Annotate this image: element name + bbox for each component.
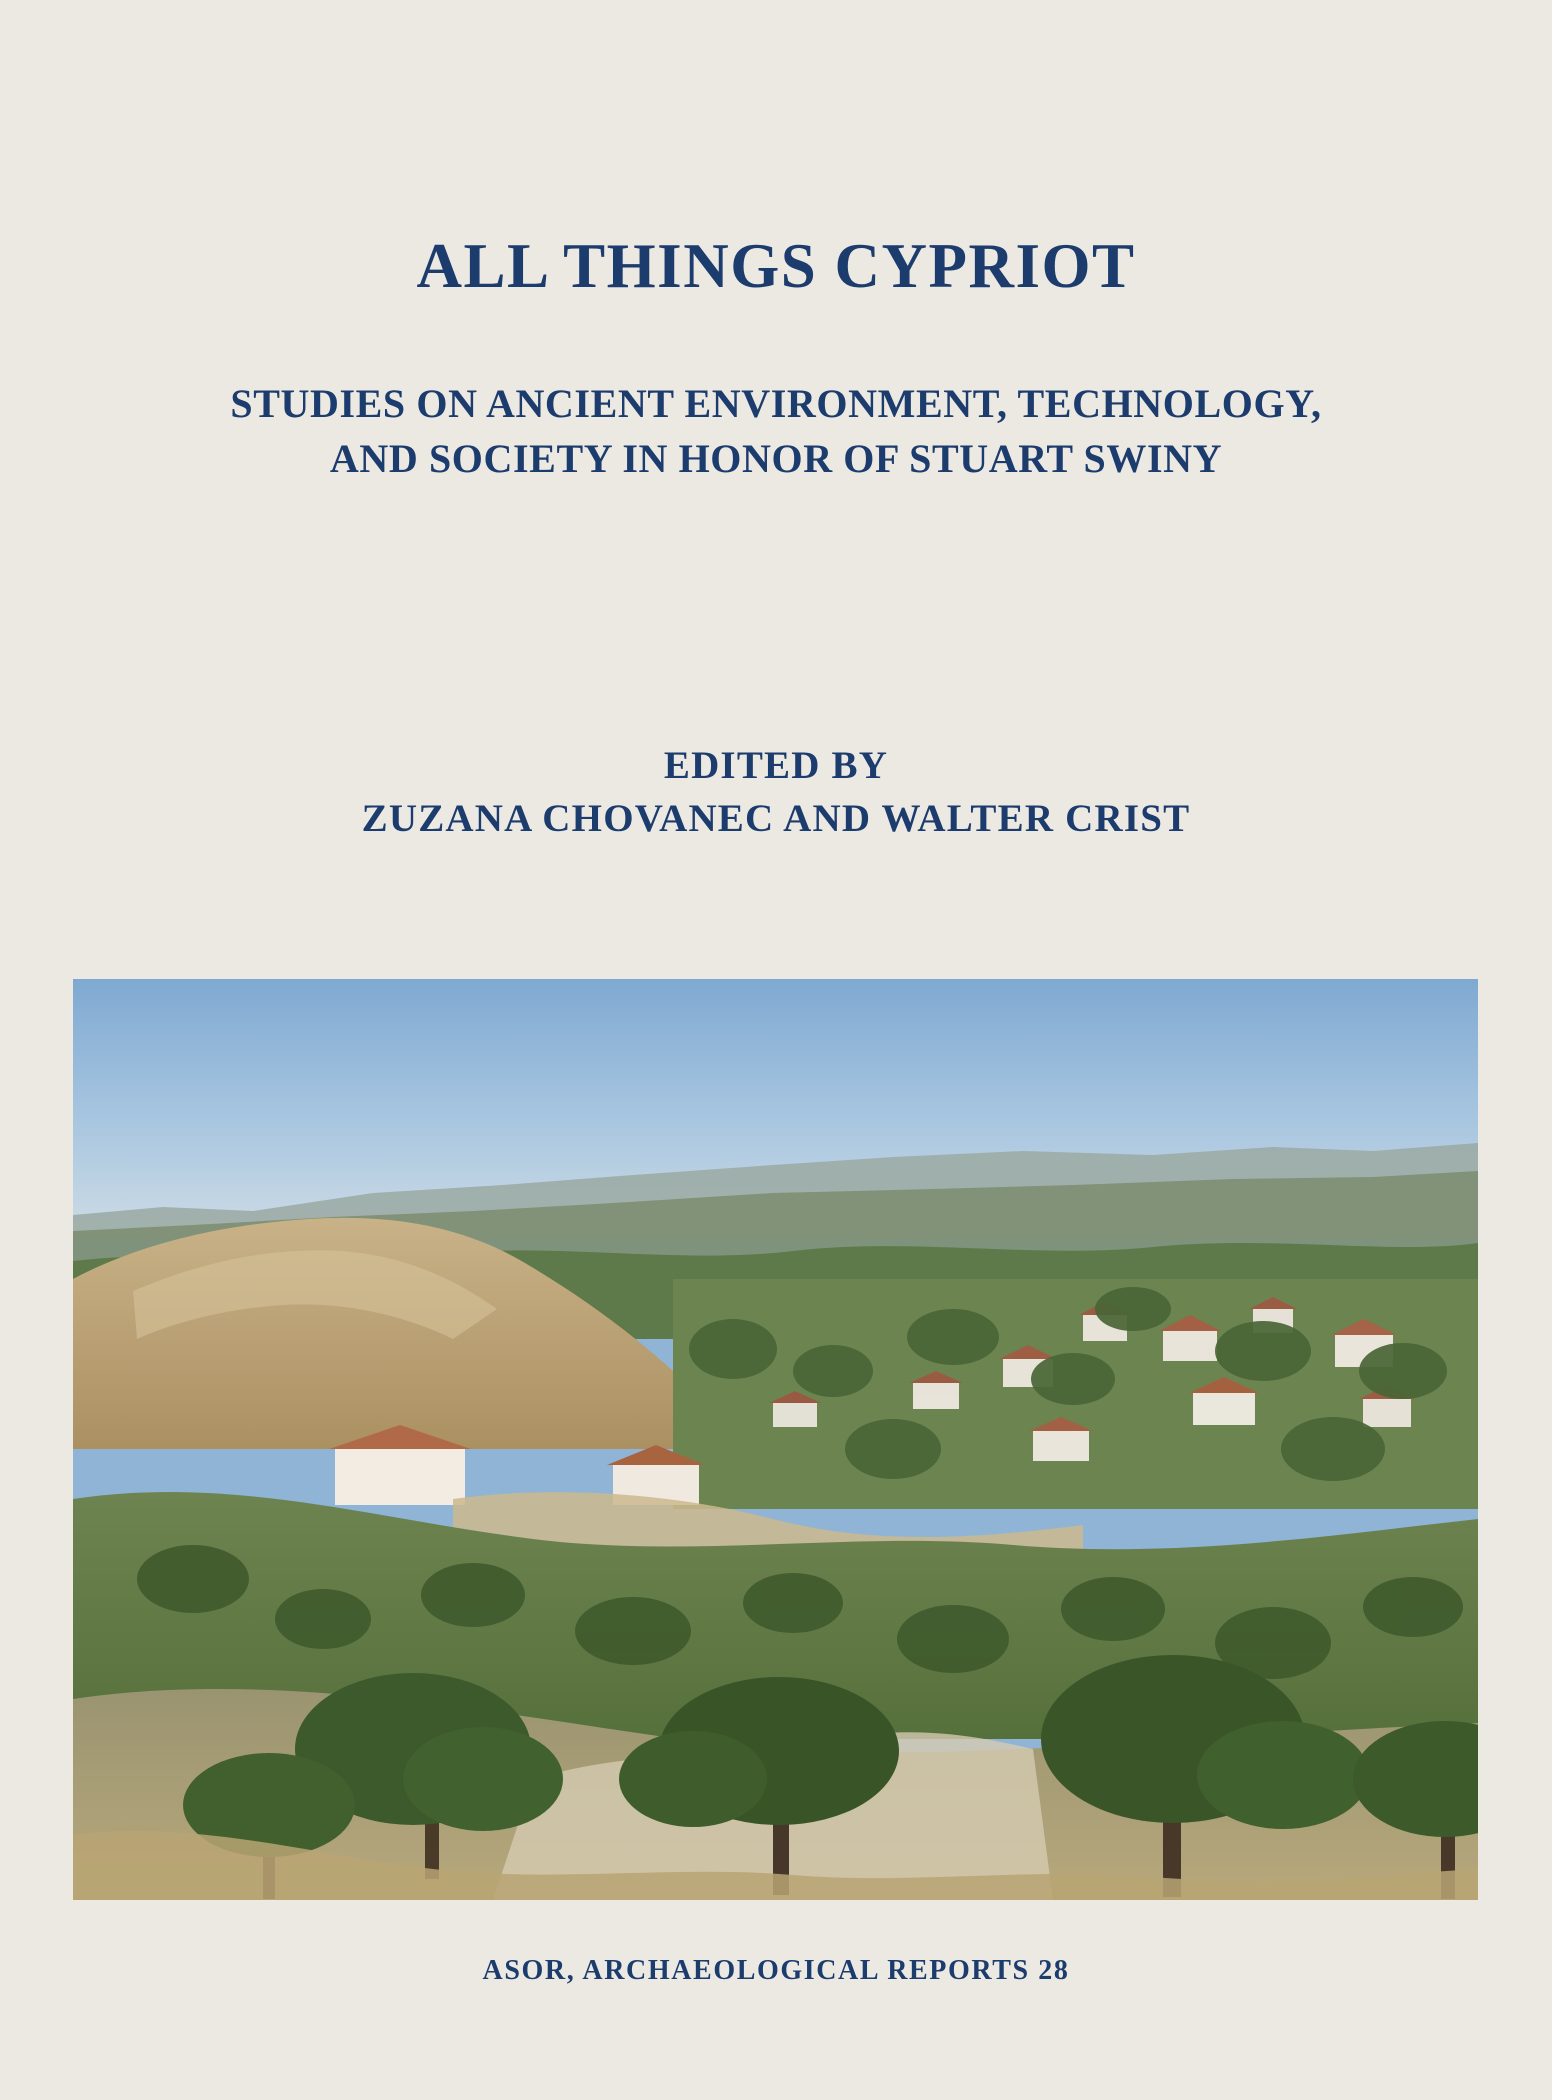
- page-title: ALL THINGS CYPRIOT: [416, 231, 1136, 301]
- subtitle-line-1: STUDIES ON ANCIENT ENVIRONMENT, TECHNOLOGY,: [230, 381, 1322, 427]
- editor-label: EDITED BY: [663, 744, 889, 787]
- cover-photograph: [73, 979, 1478, 1900]
- cover-photograph-illustration: [73, 979, 1478, 1900]
- subtitle-line-2: AND SOCIETY IN HONOR OF STUART SWINY: [329, 436, 1223, 482]
- editor-block: [0, 740, 1552, 845]
- title-block: [0, 232, 1552, 487]
- subtitle-block: [60, 376, 1492, 486]
- editor-names: ZUZANA CHOVANEC AND WALTER CRIST: [361, 796, 1191, 840]
- series-label: ASOR, ARCHAEOLOGICAL REPORTS 28: [482, 1955, 1070, 1986]
